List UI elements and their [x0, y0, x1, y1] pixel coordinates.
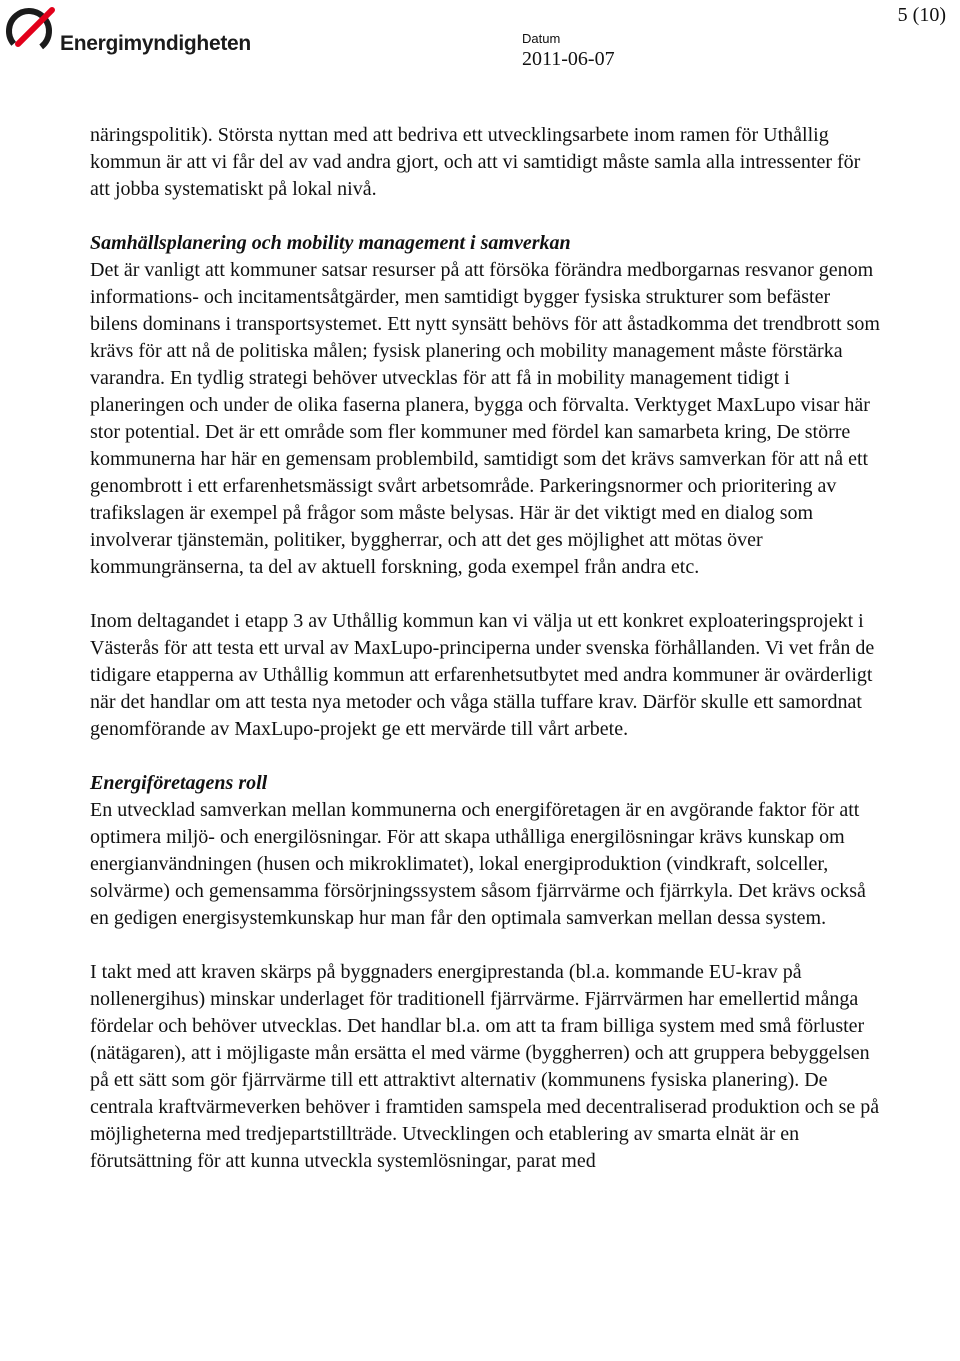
- paragraph-fjarrvarme: I takt med att kraven skärps på byggnaders energiprestanda (bl.a. kommande EU-krav på nollenergihus) minskar underlaget för traditionell fjärrvärme. Fjärrvärmen har emellertid många fördelar och behöver utvecklas. Det handlar bl.a. om att ta fram billiga system med små förluster (nätägaren), att i möjligaste mån ersätta el med värme (byggherren) och att gruppera bebyggelsen på ett sätt som gör fjärrvärme till ett attraktivt alternativ (kommunens fysiska planering). De centrala kraftvärmeverken behöver i framtiden samspela med decentraliserad produktion och se på möjligheterna med tredjepartstillträde. Utvecklingen och etablering av smarta elnät är en förutsättning för att kunna utveckla systemlösningar, parat med: [90, 961, 880, 1172]
- page-header: [0, 0, 960, 90]
- date-label: Datum: [522, 31, 561, 46]
- paragraph-etapp3: Inom deltagandet i etapp 3 av Uthållig kommun kan vi välja ut ett konkret exploateringsprojekt i Västerås för att testa ett urval av MaxLupo-principerna under svenska förhållanden. Vi vet från de tidigare etapperna av Uthållig kommun att erfarenhetsutbytet med andra kommuner är ovärderligt när det handlar om att testa nya metoder och våga ställa tuffare krav. Därför skulle ett samordnat genomförande av MaxLupo-projekt ge ett mervärde till vårt arbete.: [90, 610, 875, 740]
- date-block: [522, 32, 615, 72]
- energimyndigheten-logo: [4, 4, 254, 60]
- page-number: 5 (10): [897, 4, 946, 26]
- section-heading-samhallsplanering: Samhällsplanering och mobility management i samverkan: [90, 232, 571, 254]
- section-heading-energiforetagens-roll: Energiföretagens roll: [90, 772, 268, 794]
- paragraph-intro: näringspolitik). Största nyttan med att bedriva ett utvecklingsarbete inom ramen för Uthållig kommun är att vi får del av vad andra gjort, och att vi samtidigt måste samla alla intressenter för att jobba systematiskt på lokal nivå.: [90, 124, 861, 200]
- date-value: 2011-06-07: [522, 48, 615, 70]
- paragraph-samhallsplanering: Det är vanligt att kommuner satsar resurser på att försöka förändra medborgarnas resvanor genom informations- och incitamentsåtgärder, men samtidigt bygger fysiska strukturer som befäster bilens dominans i transportsystemet. Ett nytt synsätt behövs för att åstadkomma det trendbrott som krävs för att nå de politiska målen; fysisk planering och mobility management måste förstärka varandra. En tydlig strategi behöver utvecklas för att få in mobility management tidigt i planeringen och under de olika faserna planera, bygga och förvalta. Verktyget MaxLupo visar här stor potential. Det är ett område som fler kommuner med fördel kan samarbeta kring, De större kommunerna har här en gemensam problembild, samtidigt som det krävs samverkan för att nå ett genombrott i ett erfarenhetsmässigt svårt arbetsområde. Parkeringsnormer och prioritering av trafikslagen är exempel på frågor som måste belysas. Här är det viktigt med en dialog som involverar tjänstemän, politiker, byggherrar, och att det ges möjlighet att mötas över kommungränserna, ta del av aktuell forskning, goda exempel från andra etc.: [90, 259, 880, 578]
- document-body: [90, 122, 880, 1202]
- logo-wordmark: Energimyndigheten: [60, 32, 251, 55]
- logo-emblem-icon: [4, 4, 60, 60]
- paragraph-energiforetagen: En utvecklad samverkan mellan kommunerna och energiföretagen är en avgörande faktor för att optimera miljö- och energilösningar. För att skapa uthålliga energilösningar krävs kunskap om energianvändningen (husen och mikroklimatet), lokal energiproduktion (vindkraft, solceller, solvärme) och gemensamma försörjningssystem såsom fjärrvärme och fjärrkyla. Det krävs också en gedigen energisystemkunskap hur man får den optimala samverkan mellan dessa system.: [90, 799, 866, 929]
